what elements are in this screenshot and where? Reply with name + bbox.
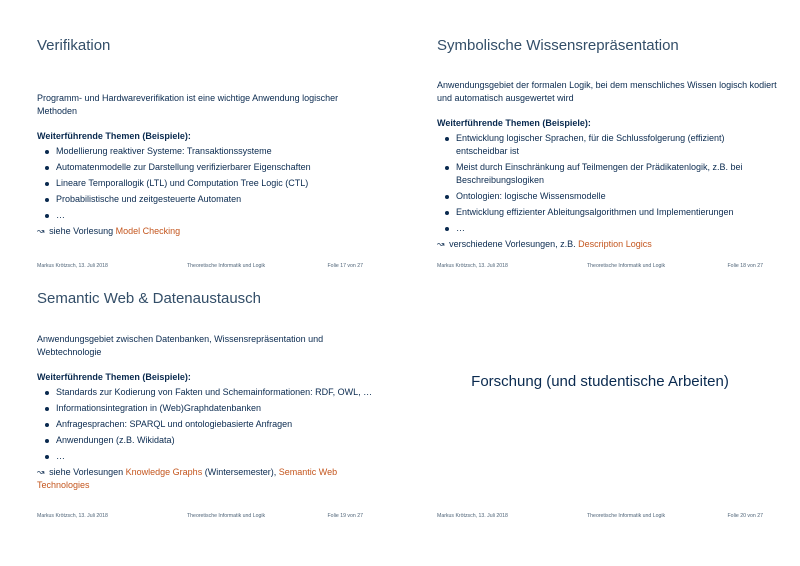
topics-list [37,145,377,222]
slide-title: Semantic Web & Datenaustausch [37,290,262,307]
slide-body [437,79,777,251]
slide-intro: Anwendungsgebiet der formalen Logik, bei dem menschliches Wissen logisch kodiert und automatisch ausgewertet wird [437,80,777,103]
slide-body [37,92,377,238]
slide-verifikation [0,0,400,283]
bullet-icon [45,423,49,427]
bullet-icon [45,182,49,186]
list-item: Anwendungen (z.B. Wikidata) [37,434,377,447]
slide-intro: Programm- und Hardwareverifikation ist eine wichtige Anwendung logischer Methoden [37,93,339,116]
topics-list [437,132,777,235]
list-item: … [437,222,777,235]
topics-heading: Weiterführende Themen (Beispiele): [37,372,191,382]
bullet-icon [45,198,49,202]
bullet-icon [45,455,49,459]
list-item: Lineare Temporallogik (LTL) und Computation Tree Logic (CTL) [37,177,377,190]
footer-author: Markus Krötzsch, 13. Juli 2018 [37,513,108,519]
footer-course: Theoretische Informatik und Logik [587,513,666,519]
list-item: Automatenmodelle zur Darstellung verifizierbarer Eigenschaften [37,161,377,174]
bullet-icon [45,391,49,395]
bullet-icon [45,150,49,154]
list-item: Entwicklung effizienter Ableitungsalgorithmen und Implementierungen [437,206,777,219]
slide-title: Symbolische Wissensrepräsentation [437,37,679,54]
bullet-icon [445,195,449,199]
link-knowledge-graphs[interactable]: Knowledge Graphs [125,467,203,477]
bullet-icon [445,211,449,215]
squiggly-arrow-icon: ↝ [37,226,45,236]
list-item: … [37,450,377,463]
footer-page-number: Folie 18 von 27 [727,263,763,269]
link-semantic-web-technologies[interactable]: Semantic Web Technologies [37,467,338,490]
list-item: … [37,209,377,222]
footer-course: Theoretische Informatik und Logik [187,513,266,519]
bullet-icon [45,214,49,218]
footer-author: Markus Krötzsch, 13. Juli 2018 [437,513,508,519]
slide-wissensrepraesentation [400,0,800,283]
footer-author: Markus Krötzsch, 13. Juli 2018 [437,263,508,269]
topics-heading: Weiterführende Themen (Beispiele): [437,118,591,128]
see-also: ↝ siehe Vorlesungen Knowledge Graphs (Wintersemester), Semantic Web Technologies [37,467,338,490]
bullet-icon [445,137,449,141]
squiggly-arrow-icon: ↝ [437,239,445,249]
list-item: Standards zur Kodierung von Fakten und Schemainformationen: RDF, OWL, … [37,386,377,399]
footer-course: Theoretische Informatik und Logik [587,263,666,269]
list-item: Entwicklung logischer Sprachen, für die Schlussfolgerung (effizient) entscheidbar ist [437,132,777,158]
list-item: Ontologien: logische Wissensmodelle [437,190,777,203]
link-model-checking[interactable]: Model Checking [115,226,181,236]
list-item: Meist durch Einschränkung auf Teilmengen der Prädikatenlogik, z.B. bei Beschreibungslogiken [437,161,777,187]
list-item: Informationsintegration in (Web)Graphdatenbanken [37,402,377,415]
section-title: Forschung (und studentische Arbeiten) [471,373,729,390]
slide-intro: Anwendungsgebiet zwischen Datenbanken, Wissensrepräsentation und Webtechnologie [37,334,324,357]
slide-body [37,333,377,492]
slide-title: Verifikation [37,37,111,54]
slide-semantic-web [0,283,400,566]
list-item: Anfragesprachen: SPARQL und ontologiebasierte Anfragen [37,418,377,431]
slide-forschung [400,283,800,566]
topics-heading: Weiterführende Themen (Beispiele): [37,131,191,141]
list-item: Modellierung reaktiver Systeme: Transaktionssysteme [37,145,377,158]
footer-author: Markus Krötzsch, 13. Juli 2018 [37,263,108,269]
bullet-icon [45,407,49,411]
squiggly-arrow-icon: ↝ [37,467,45,477]
bullet-icon [445,166,449,170]
bullet-icon [45,166,49,170]
see-also: ↝ siehe Vorlesung Model Checking [37,226,181,236]
footer-page-number: Folie 17 von 27 [327,263,363,269]
list-item: Probabilistische und zeitgesteuerte Automaten [37,193,377,206]
footer-page-number: Folie 20 von 27 [727,513,763,519]
topics-list [37,386,377,463]
bullet-icon [445,227,449,231]
footer-page-number: Folie 19 von 27 [327,513,363,519]
bullet-icon [45,439,49,443]
link-description-logics[interactable]: Description Logics [578,239,652,249]
footer-course: Theoretische Informatik und Logik [187,263,266,269]
see-also: ↝ verschiedene Vorlesungen, z.B. Description Logics [437,239,652,249]
